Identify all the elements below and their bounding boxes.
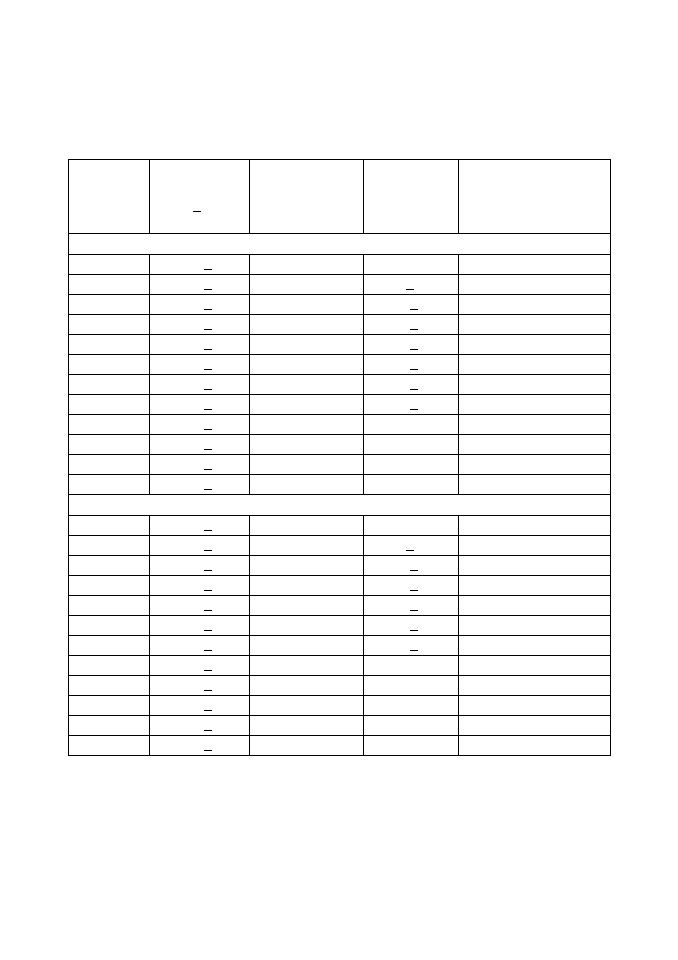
section-heading <box>69 495 611 516</box>
data-table <box>68 159 611 756</box>
table-cell <box>459 255 611 275</box>
table-cell <box>250 576 364 596</box>
table-cell <box>250 736 364 756</box>
table-cell <box>364 295 459 315</box>
table-row <box>69 616 611 636</box>
table-row <box>69 275 611 295</box>
table-cell <box>250 475 364 495</box>
dash-mark <box>204 309 212 310</box>
table-cell <box>250 696 364 716</box>
table-cell <box>364 596 459 616</box>
table-cell <box>150 656 250 676</box>
dash-mark <box>204 289 212 290</box>
table-cell <box>150 475 250 495</box>
table-cell <box>459 375 611 395</box>
table-cell <box>364 576 459 596</box>
dash-mark <box>406 550 414 551</box>
dash-mark <box>204 449 212 450</box>
dash-mark <box>410 610 418 611</box>
dash-mark <box>204 710 212 711</box>
table-cell <box>250 335 364 355</box>
table-cell <box>459 676 611 696</box>
table-cell <box>250 315 364 335</box>
table-cell <box>150 676 250 696</box>
dash-mark <box>410 309 418 310</box>
table-row <box>69 375 611 395</box>
table-cell <box>364 676 459 696</box>
table-cell <box>150 736 250 756</box>
table-cell <box>150 335 250 355</box>
table-cell <box>364 395 459 415</box>
dash-mark <box>204 429 212 430</box>
table-cell <box>459 355 611 375</box>
table-cell <box>69 556 150 576</box>
table-cell <box>250 295 364 315</box>
table-cell <box>150 375 250 395</box>
table-cell <box>69 315 150 335</box>
section-heading <box>69 234 611 255</box>
table-cell <box>250 255 364 275</box>
table-cell <box>150 395 250 415</box>
table-cell <box>459 315 611 335</box>
table-cell <box>459 556 611 576</box>
table-cell <box>459 516 611 536</box>
dash-mark <box>410 630 418 631</box>
table-row <box>69 415 611 435</box>
table-cell <box>459 275 611 295</box>
table-row <box>69 636 611 656</box>
dash-mark <box>204 670 212 671</box>
table-cell <box>364 415 459 435</box>
header-cell-5 <box>459 160 611 234</box>
dash-mark <box>204 750 212 751</box>
table-cell <box>459 335 611 355</box>
table-cell <box>250 516 364 536</box>
table-cell <box>150 716 250 736</box>
table-cell <box>250 455 364 475</box>
table-cell <box>69 616 150 636</box>
table-cell <box>459 415 611 435</box>
table-row <box>69 395 611 415</box>
table-cell <box>150 696 250 716</box>
dash-mark <box>204 630 212 631</box>
dash-mark <box>410 570 418 571</box>
table-cell <box>150 415 250 435</box>
table-cell <box>459 576 611 596</box>
table-cell <box>250 596 364 616</box>
table-row <box>69 455 611 475</box>
table-cell <box>250 275 364 295</box>
table-cell <box>364 275 459 295</box>
dash-mark <box>204 389 212 390</box>
table-cell <box>364 716 459 736</box>
dash-mark <box>204 269 212 270</box>
table-row <box>69 516 611 536</box>
table-cell <box>69 656 150 676</box>
table-cell <box>69 435 150 455</box>
table-cell <box>69 716 150 736</box>
table-cell <box>150 275 250 295</box>
dash-mark <box>204 730 212 731</box>
table-cell <box>150 455 250 475</box>
table-cell <box>150 355 250 375</box>
table-cell <box>250 415 364 435</box>
header-cell-2 <box>150 160 250 234</box>
table-cell <box>364 516 459 536</box>
dash-mark <box>204 369 212 370</box>
dash-mark <box>204 650 212 651</box>
table-cell <box>459 616 611 636</box>
table-cell <box>69 275 150 295</box>
table-cell <box>69 255 150 275</box>
table-cell <box>364 536 459 556</box>
table-cell <box>459 475 611 495</box>
table-cell <box>459 536 611 556</box>
table-cell <box>69 736 150 756</box>
table-row <box>69 435 611 455</box>
table-cell <box>69 596 150 616</box>
table-cell <box>364 616 459 636</box>
table-row <box>69 255 611 275</box>
table-cell <box>150 295 250 315</box>
table-cell <box>250 616 364 636</box>
table-cell <box>69 455 150 475</box>
table-cell <box>250 656 364 676</box>
table-cell <box>69 696 150 716</box>
table-cell <box>459 455 611 475</box>
dash-mark <box>406 289 414 290</box>
table-row <box>69 355 611 375</box>
table-row <box>69 716 611 736</box>
table-row <box>69 335 611 355</box>
table-cell <box>250 716 364 736</box>
table-cell <box>69 516 150 536</box>
table-row <box>69 696 611 716</box>
table-cell <box>69 676 150 696</box>
header-cell-1 <box>69 160 150 234</box>
table-cell <box>459 636 611 656</box>
dash-mark <box>204 550 212 551</box>
table-row <box>69 556 611 576</box>
table-row <box>69 315 611 335</box>
table-row <box>69 475 611 495</box>
dash-mark <box>204 329 212 330</box>
table-cell <box>459 716 611 736</box>
table-cell <box>150 315 250 335</box>
table-cell <box>69 375 150 395</box>
dash-mark <box>204 349 212 350</box>
header-cell-4 <box>364 160 459 234</box>
table-cell <box>364 636 459 656</box>
table-cell <box>150 616 250 636</box>
table-cell <box>250 556 364 576</box>
table-cell <box>150 435 250 455</box>
table-cell <box>364 375 459 395</box>
dash-mark <box>204 610 212 611</box>
table-cell <box>69 335 150 355</box>
dash-mark <box>410 650 418 651</box>
table-cell <box>364 255 459 275</box>
table-cell <box>459 656 611 676</box>
table-cell <box>459 736 611 756</box>
table-cell <box>69 295 150 315</box>
dash-mark <box>410 349 418 350</box>
table-cell <box>364 736 459 756</box>
dash-mark <box>204 590 212 591</box>
table-row <box>69 656 611 676</box>
header-row <box>69 160 611 234</box>
table-cell <box>150 576 250 596</box>
table-cell <box>459 395 611 415</box>
table-cell <box>150 255 250 275</box>
dash-mark <box>410 389 418 390</box>
table-cell <box>250 636 364 656</box>
dash-mark <box>204 469 212 470</box>
table-cell <box>459 696 611 716</box>
table-cell <box>250 375 364 395</box>
table-cell <box>364 455 459 475</box>
table-cell <box>250 435 364 455</box>
table-cell <box>250 355 364 375</box>
section-row <box>69 234 611 255</box>
table-row <box>69 295 611 315</box>
table-cell <box>150 536 250 556</box>
table-cell <box>364 475 459 495</box>
table-cell <box>250 676 364 696</box>
table-cell <box>150 636 250 656</box>
table-cell <box>364 556 459 576</box>
table-row <box>69 596 611 616</box>
table-cell <box>364 335 459 355</box>
table-cell <box>364 435 459 455</box>
dash-mark <box>204 489 212 490</box>
table-cell <box>150 516 250 536</box>
table-row <box>69 676 611 696</box>
table-cell <box>364 656 459 676</box>
dash-mark <box>204 570 212 571</box>
dash-mark <box>410 590 418 591</box>
table-cell <box>250 536 364 556</box>
section-row <box>69 495 611 516</box>
dash-mark <box>204 409 212 410</box>
table-cell <box>69 355 150 375</box>
dash-mark <box>204 530 212 531</box>
table-cell <box>250 395 364 415</box>
table-cell <box>69 475 150 495</box>
table-row <box>69 576 611 596</box>
table-row <box>69 536 611 556</box>
table-cell <box>69 395 150 415</box>
table-cell <box>69 576 150 596</box>
dash-mark <box>410 409 418 410</box>
table-row <box>69 736 611 756</box>
table-cell <box>69 636 150 656</box>
table-cell <box>150 596 250 616</box>
table-cell <box>69 536 150 556</box>
dash-mark <box>410 329 418 330</box>
header-cell-3 <box>250 160 364 234</box>
table-cell <box>364 355 459 375</box>
table-body <box>69 160 611 756</box>
table-cell <box>364 315 459 335</box>
table-cell <box>69 415 150 435</box>
table-cell <box>364 696 459 716</box>
table-cell <box>150 556 250 576</box>
table-cell <box>459 435 611 455</box>
dash-mark <box>193 211 201 212</box>
dash-mark <box>204 690 212 691</box>
table-cell <box>459 596 611 616</box>
dash-mark <box>410 369 418 370</box>
table-cell <box>459 295 611 315</box>
